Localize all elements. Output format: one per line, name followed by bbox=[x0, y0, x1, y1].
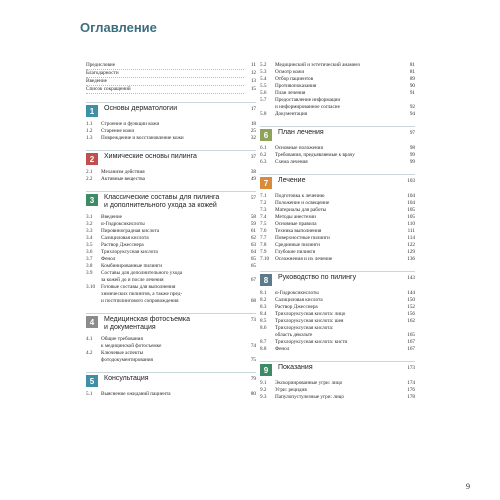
chapter-heading bbox=[86, 150, 256, 165]
section-page: 99 bbox=[409, 152, 415, 158]
section-title: Активные вещества bbox=[101, 176, 145, 182]
toc-entry bbox=[86, 221, 256, 228]
section-title: Комбинированные пилинги bbox=[101, 263, 163, 269]
section-number: 8.3 bbox=[260, 304, 267, 310]
section-number: 9.3 bbox=[260, 394, 267, 400]
section-title: и информированное согласие bbox=[275, 104, 340, 110]
section-page: 61 bbox=[250, 228, 256, 234]
section-page: 105 bbox=[407, 214, 415, 220]
section-number: 7.8 bbox=[260, 242, 267, 248]
section-page: 89 bbox=[409, 76, 415, 82]
page-number: 9 bbox=[466, 482, 470, 491]
front-title: Предисловие bbox=[86, 62, 244, 70]
section-number bbox=[260, 332, 275, 339]
section-title: Осмотр кожи bbox=[275, 69, 305, 75]
section-number: 3.10 bbox=[86, 284, 96, 290]
section-page: 81 bbox=[409, 69, 415, 75]
toc-entry bbox=[86, 235, 256, 242]
front-title: Список сокращений bbox=[86, 86, 244, 94]
toc-entry bbox=[86, 343, 256, 350]
section-page: 59 bbox=[250, 221, 256, 227]
section-number: 7.10 bbox=[260, 256, 270, 262]
section-number: 6.3 bbox=[260, 159, 267, 165]
section-page: 81 bbox=[409, 62, 415, 68]
section-title: Подготовка к лечению bbox=[275, 193, 325, 199]
section-title: Повреждение и восстановление кожи bbox=[101, 135, 184, 141]
section-title: α-Гидроксикислоты bbox=[101, 221, 145, 227]
toc-entry bbox=[260, 152, 415, 159]
section-page: 91 bbox=[409, 90, 415, 96]
toc-left-column bbox=[86, 62, 256, 398]
toc-entry bbox=[86, 357, 256, 364]
toc-entry bbox=[86, 249, 256, 256]
toc-entry bbox=[86, 270, 256, 277]
section-number: 9.2 bbox=[260, 387, 267, 393]
section-page: 18 bbox=[250, 121, 256, 127]
section-page: 64 bbox=[250, 249, 256, 255]
section-page: 62 bbox=[250, 235, 256, 241]
section-title: область декольте bbox=[275, 332, 313, 338]
section-title: химических пилингов, а также пред- bbox=[101, 291, 183, 297]
toc-entry bbox=[260, 214, 415, 221]
section-page bbox=[244, 291, 256, 298]
section-title: Основные правила bbox=[275, 221, 317, 227]
section-number: 4.2 bbox=[86, 350, 93, 356]
section-page: 105 bbox=[407, 207, 415, 213]
section-page: 174 bbox=[407, 380, 415, 386]
toc-entry bbox=[260, 62, 415, 69]
section-number: 6.1 bbox=[260, 145, 267, 151]
section-number: 3.7 bbox=[86, 256, 93, 262]
section-title: Предоставление информации bbox=[275, 97, 341, 103]
section-title: Трихлоруксусная кислота: шея bbox=[275, 318, 344, 324]
section-page bbox=[244, 350, 256, 357]
section-title: Раствор Джесснера bbox=[275, 304, 318, 310]
toc-entry bbox=[86, 86, 256, 94]
chapter-title-line: Основы дерматологии bbox=[104, 105, 178, 112]
chapter-title bbox=[104, 105, 242, 113]
section-title: Экскориированные угри: лицо bbox=[275, 380, 343, 386]
chapter-heading bbox=[86, 313, 256, 332]
toc-entry bbox=[260, 325, 415, 332]
section-number: 3.3 bbox=[86, 228, 93, 234]
chapter-title bbox=[278, 177, 401, 185]
chapter-number-badge: 7 bbox=[260, 177, 272, 189]
section-page: 63 bbox=[250, 242, 256, 248]
section-page: 99 bbox=[409, 159, 415, 165]
chapter-heading bbox=[260, 126, 415, 141]
section-page: 144 bbox=[407, 290, 415, 296]
section-title: Техника выполнения bbox=[275, 228, 322, 234]
section-page bbox=[403, 325, 415, 332]
section-title: Методы анестезии bbox=[275, 214, 316, 220]
toc-entry bbox=[260, 200, 415, 207]
section-title: Введение bbox=[101, 214, 122, 220]
chapter-title bbox=[104, 194, 242, 210]
section-title: Документация bbox=[275, 111, 308, 117]
section-number: 7.7 bbox=[260, 235, 267, 241]
section-title: Раствор Джесснера bbox=[101, 242, 144, 248]
section-number: 8.4 bbox=[260, 311, 267, 317]
section-title: Требования, предъявляемые к врачу bbox=[275, 152, 355, 158]
section-title: Выяснение ожиданий пациента bbox=[101, 391, 171, 397]
section-number: 3.1 bbox=[86, 214, 93, 220]
section-page: 178 bbox=[407, 394, 415, 400]
chapter-page: 97 bbox=[409, 130, 415, 136]
chapter-heading bbox=[260, 271, 415, 286]
chapter-title-line: Химические основы пилинга bbox=[104, 153, 197, 160]
page-title: Оглавление bbox=[80, 20, 157, 35]
section-title: Салициловая кислота bbox=[101, 235, 149, 241]
toc-entry bbox=[86, 176, 256, 183]
toc-entry bbox=[260, 380, 415, 387]
section-number: 8.1 bbox=[260, 290, 267, 296]
chapter-number-badge: 8 bbox=[260, 274, 272, 286]
section-title: Пировиноградная кислота bbox=[101, 228, 160, 234]
section-title: Общие требования bbox=[101, 336, 143, 342]
toc-entry bbox=[260, 228, 415, 235]
section-number: 6.2 bbox=[260, 152, 267, 158]
section-title: Материалы для работы bbox=[275, 207, 327, 213]
section-page: 176 bbox=[407, 387, 415, 393]
section-number: 7.2 bbox=[260, 200, 267, 206]
section-title: Осложнения и их лечение bbox=[275, 256, 333, 262]
chapter-title bbox=[104, 375, 242, 383]
section-number: 2.2 bbox=[86, 176, 93, 182]
section-number bbox=[86, 277, 101, 284]
section-title: Составы для дополнительного ухода bbox=[101, 270, 183, 276]
section-title: Схема лечения bbox=[275, 159, 308, 165]
chapter-number-badge: 3 bbox=[86, 194, 98, 206]
section-number: 5.6 bbox=[260, 90, 267, 96]
front-page: 12 bbox=[250, 70, 256, 76]
toc-entry bbox=[86, 277, 256, 284]
chapter-number-badge: 4 bbox=[86, 316, 98, 328]
section-title: Строение и функции кожи bbox=[101, 121, 160, 127]
section-title: Старение кожи bbox=[101, 128, 135, 134]
front-page: 13 bbox=[250, 78, 256, 84]
section-number: 3.6 bbox=[86, 249, 93, 255]
section-page: 122 bbox=[407, 242, 415, 248]
section-page bbox=[403, 97, 415, 104]
toc-entry bbox=[260, 394, 415, 401]
chapter-title-line: Медицинская фотосъемка bbox=[104, 316, 190, 323]
section-number: 5.1 bbox=[86, 391, 93, 397]
section-number: 4.1 bbox=[86, 336, 93, 342]
toc-entry bbox=[260, 76, 415, 83]
chapter-page: 103 bbox=[407, 178, 415, 184]
toc-entry bbox=[260, 159, 415, 166]
section-page: 98 bbox=[409, 145, 415, 151]
section-number: 5.8 bbox=[260, 111, 267, 117]
section-number: 1.3 bbox=[86, 135, 93, 141]
section-number: 8.7 bbox=[260, 339, 267, 345]
toc-entry bbox=[260, 83, 415, 90]
section-title: Основные положения bbox=[275, 145, 323, 151]
section-page: 104 bbox=[407, 200, 415, 206]
toc-entry bbox=[260, 242, 415, 249]
toc-entry bbox=[86, 128, 256, 135]
toc-entry bbox=[260, 332, 415, 339]
section-page: 67 bbox=[250, 277, 256, 283]
toc-entry bbox=[260, 318, 415, 325]
toc-entry bbox=[260, 145, 415, 152]
toc-entry bbox=[260, 387, 415, 394]
toc-entry bbox=[86, 284, 256, 291]
section-page: 129 bbox=[407, 249, 415, 255]
toc-entry bbox=[86, 242, 256, 249]
section-page: 80 bbox=[250, 391, 256, 397]
section-page: 150 bbox=[407, 297, 415, 303]
section-number: 7.5 bbox=[260, 221, 267, 227]
chapter-heading bbox=[86, 102, 256, 117]
section-page: 104 bbox=[407, 193, 415, 199]
chapter-title bbox=[278, 129, 401, 137]
front-page: 15 bbox=[250, 86, 256, 92]
front-page: 11 bbox=[251, 62, 256, 68]
toc-entry bbox=[260, 104, 415, 111]
toc-right-column bbox=[260, 62, 415, 401]
chapter-heading bbox=[86, 191, 256, 210]
toc-entry bbox=[86, 62, 256, 70]
section-number: 7.1 bbox=[260, 193, 267, 199]
section-number: 3.8 bbox=[86, 263, 93, 269]
toc-entry bbox=[260, 90, 415, 97]
section-number: 3.9 bbox=[86, 270, 93, 276]
section-number: 8.2 bbox=[260, 297, 267, 303]
chapter-title-line: Консультация bbox=[104, 375, 149, 382]
section-page bbox=[244, 284, 256, 291]
toc-entry bbox=[86, 169, 256, 176]
chapter-page: 57 bbox=[250, 195, 256, 201]
chapter-title-line: План лечения bbox=[278, 129, 324, 136]
toc-entry bbox=[86, 121, 256, 128]
section-title: за кожей до и после лечения bbox=[101, 277, 164, 283]
section-page: 167 bbox=[407, 339, 415, 345]
section-page: 156 bbox=[407, 311, 415, 317]
section-page: 94 bbox=[409, 111, 415, 117]
section-title: Срединные пилинги bbox=[275, 242, 320, 248]
section-title: Медицинский и эстетический анамнез bbox=[275, 62, 360, 68]
section-title: Трихлоруксусная кислота: кисти bbox=[275, 339, 348, 345]
section-number bbox=[86, 298, 101, 305]
section-page bbox=[244, 270, 256, 277]
section-title: Поверхностные пилинги bbox=[275, 235, 330, 241]
section-page: 38 bbox=[250, 169, 256, 175]
toc-entry bbox=[86, 256, 256, 263]
section-title: План лечения bbox=[275, 90, 306, 96]
section-number: 5.3 bbox=[260, 69, 267, 75]
section-number: 3.2 bbox=[86, 221, 93, 227]
section-page: 65 bbox=[250, 256, 256, 262]
section-page: 136 bbox=[407, 256, 415, 262]
toc-entry bbox=[260, 249, 415, 256]
section-title: фотодокументирования bbox=[101, 357, 153, 363]
section-title: Салициловая кислота bbox=[275, 297, 323, 303]
section-number: 1.1 bbox=[86, 121, 93, 127]
section-title: Ключевые аспекты bbox=[101, 350, 144, 356]
front-title: Благодарности bbox=[86, 70, 244, 78]
section-title: Трихлоруксусная кислота bbox=[101, 249, 158, 255]
chapter-heading bbox=[260, 174, 415, 189]
chapter-heading bbox=[260, 361, 415, 376]
section-number: 5.7 bbox=[260, 97, 267, 103]
section-page: 74 bbox=[250, 343, 256, 349]
toc-entry bbox=[86, 70, 256, 78]
section-title: Глубокие пилинги bbox=[275, 249, 316, 255]
chapter-title-line: и документация bbox=[104, 324, 156, 331]
chapter-title-line: и дополнительного ухода за кожей bbox=[104, 202, 217, 209]
section-title: Противопоказания bbox=[275, 83, 317, 89]
section-page: 152 bbox=[407, 304, 415, 310]
chapter-title-line: Лечение bbox=[278, 177, 306, 184]
section-page: 49 bbox=[250, 176, 256, 182]
section-number: 8.5 bbox=[260, 318, 267, 324]
section-number: 8.6 bbox=[260, 325, 267, 331]
toc-entry bbox=[86, 263, 256, 270]
section-number bbox=[86, 343, 101, 350]
section-title: Отбор пациентов bbox=[275, 76, 314, 82]
section-page: 92 bbox=[409, 104, 415, 110]
section-page: 162 bbox=[407, 318, 415, 324]
section-title: Механизм действия bbox=[101, 169, 145, 175]
section-title: α-Гидроксикислоты bbox=[275, 290, 319, 296]
toc-entry bbox=[260, 346, 415, 353]
section-number: 3.5 bbox=[86, 242, 93, 248]
section-page: 75 bbox=[250, 357, 256, 363]
front-matter bbox=[86, 62, 256, 94]
section-number: 7.3 bbox=[260, 207, 267, 213]
section-title: Угри: рецидив bbox=[275, 387, 307, 393]
chapter-number-badge: 1 bbox=[86, 105, 98, 117]
chapter-title bbox=[104, 316, 242, 332]
chapter-heading bbox=[86, 372, 256, 387]
toc-entry bbox=[260, 235, 415, 242]
section-number: 2.1 bbox=[86, 169, 93, 175]
chapter-page: 17 bbox=[250, 106, 256, 112]
section-title: Фенол bbox=[275, 346, 290, 352]
toc-entry bbox=[260, 69, 415, 76]
section-page: 32 bbox=[250, 135, 256, 141]
chapter-title bbox=[104, 153, 242, 161]
chapter-page: 37 bbox=[250, 154, 256, 160]
section-number: 8.8 bbox=[260, 346, 267, 352]
chapter-title-line: Классические составы для пилинга bbox=[104, 194, 220, 201]
section-title: Готовые составы для выполнения bbox=[101, 284, 176, 290]
section-page: 90 bbox=[409, 83, 415, 89]
toc-entry bbox=[260, 339, 415, 346]
toc-entry bbox=[86, 228, 256, 235]
section-number: 3.4 bbox=[86, 235, 93, 241]
section-page: 167 bbox=[407, 346, 415, 352]
chapter-page: 143 bbox=[407, 275, 415, 281]
toc-entry bbox=[86, 78, 256, 86]
section-page: 65 bbox=[250, 263, 256, 269]
toc-entry bbox=[86, 298, 256, 305]
toc-entry bbox=[260, 297, 415, 304]
section-number bbox=[86, 357, 101, 364]
section-title: Положение и освещение bbox=[275, 200, 330, 206]
toc-entry bbox=[86, 214, 256, 221]
toc-entry bbox=[260, 207, 415, 214]
toc-entry bbox=[260, 193, 415, 200]
toc-entry bbox=[260, 111, 415, 118]
toc-entry bbox=[260, 304, 415, 311]
section-number: 7.9 bbox=[260, 249, 267, 255]
chapter-title bbox=[278, 364, 401, 372]
section-page: 68 bbox=[250, 298, 256, 304]
toc-entry bbox=[260, 221, 415, 228]
front-title: Введение bbox=[86, 78, 244, 86]
section-page: 111 bbox=[407, 228, 415, 234]
section-title: Трихлоруксусная кислота: лицо bbox=[275, 311, 346, 317]
section-number: 7.6 bbox=[260, 228, 267, 234]
section-page: 110 bbox=[407, 221, 415, 227]
chapter-number-badge: 9 bbox=[260, 364, 272, 376]
toc-entry bbox=[86, 336, 256, 343]
section-page: 58 bbox=[250, 214, 256, 220]
toc-entry bbox=[260, 290, 415, 297]
chapter-title-line: Показания bbox=[278, 364, 313, 371]
section-number: 5.5 bbox=[260, 83, 267, 89]
chapter-page: 173 bbox=[407, 365, 415, 371]
toc-entry bbox=[86, 291, 256, 298]
section-number bbox=[260, 104, 275, 111]
section-number: 5.4 bbox=[260, 76, 267, 82]
section-page: 25 bbox=[250, 128, 256, 134]
toc-entry bbox=[260, 256, 415, 263]
section-title: Фенол bbox=[101, 256, 116, 262]
section-number: 1.2 bbox=[86, 128, 93, 134]
section-page bbox=[244, 336, 256, 343]
section-number: 9.1 bbox=[260, 380, 267, 386]
chapter-title bbox=[278, 274, 401, 282]
section-title: к медицинской фотосъемке bbox=[101, 343, 162, 349]
chapter-number-badge: 6 bbox=[260, 129, 272, 141]
toc-entry bbox=[86, 391, 256, 398]
section-number: 7.4 bbox=[260, 214, 267, 220]
section-title: Трихлоруксусная кислота: bbox=[275, 325, 334, 331]
section-page: 165 bbox=[407, 332, 415, 338]
chapter-page: 73 bbox=[250, 317, 256, 323]
chapter-title-line: Руководство по пилингу bbox=[278, 274, 357, 281]
toc-entry bbox=[86, 350, 256, 357]
section-number: 5.2 bbox=[260, 62, 267, 68]
section-title: и постпилингового сопровождения bbox=[101, 298, 179, 304]
chapter-number-badge: 5 bbox=[86, 375, 98, 387]
section-number bbox=[86, 291, 101, 298]
chapter-page: 79 bbox=[250, 376, 256, 382]
chapter-number-badge: 2 bbox=[86, 153, 98, 165]
toc-entry bbox=[260, 97, 415, 104]
toc-entry bbox=[260, 311, 415, 318]
section-page: 114 bbox=[407, 235, 415, 241]
toc-entry bbox=[86, 135, 256, 142]
section-title: Папулопустулезные угри: лицо bbox=[275, 394, 344, 400]
